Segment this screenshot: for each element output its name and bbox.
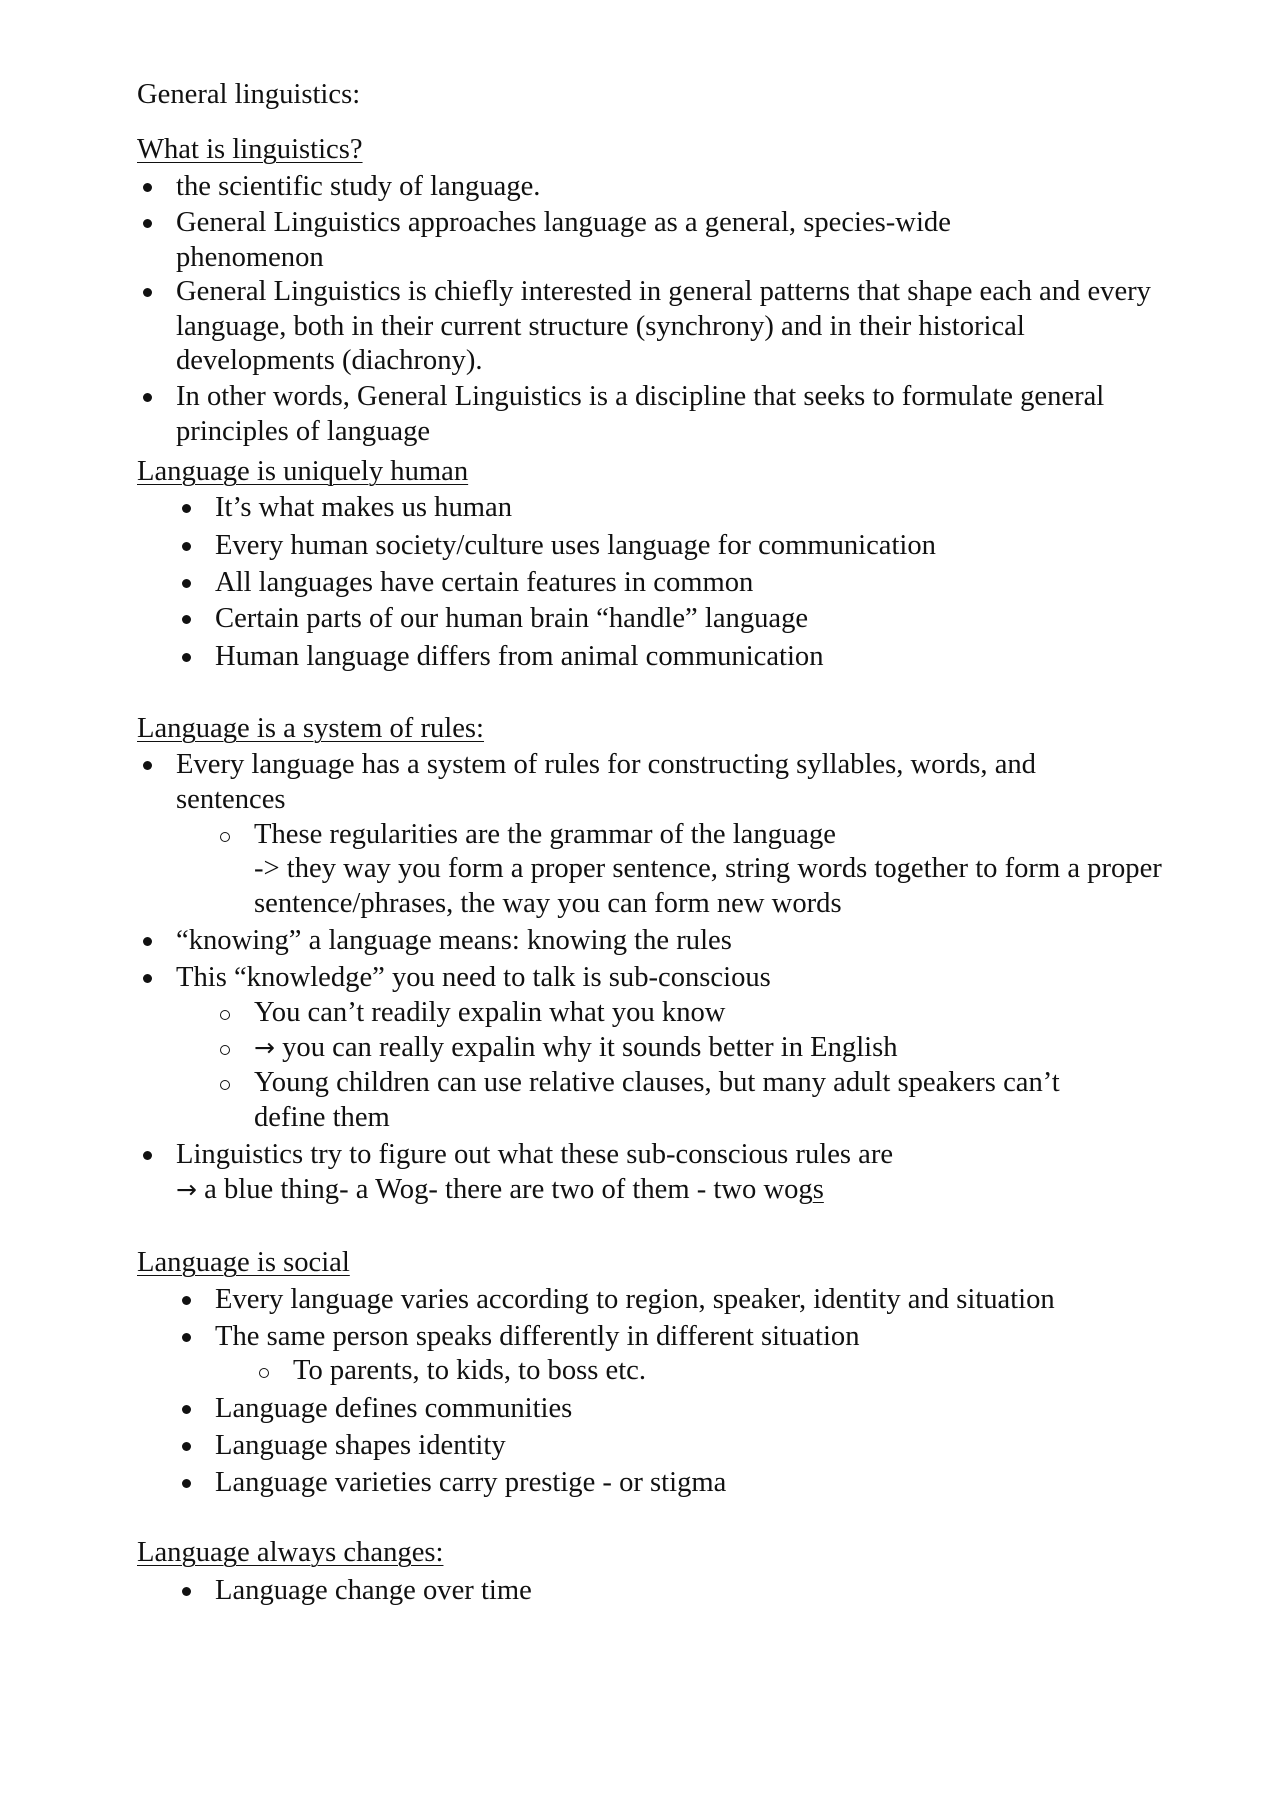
sub-list-item-continuation: -> they way you form a proper sentence, string words together to form a proper sentence/phrases, the way you can form new words (254, 853, 1162, 919)
list-item: General Linguistics is chiefly interested in general patterns that shape each and every language, both in their current structure (synchrony) and in their historical developments (diachrony). (176, 276, 1151, 377)
section-heading-what-is-linguistics: What is linguistics? (137, 134, 363, 165)
arrow-right-icon: → (254, 1033, 275, 1062)
list-item: Every language varies according to region, speaker, identity and situation (215, 1284, 1055, 1315)
sub-list-item: Young children can use relative clauses, but many adult speakers can’t define them (254, 1067, 1060, 1133)
list-item: Every language has a system of rules for constructing syllables, words, and sentences (176, 749, 1036, 815)
sub-list-item: → you can really expalin why it sounds better in English (254, 1032, 898, 1063)
list-item: Language shapes identity (215, 1430, 506, 1461)
list-item: Language defines communities (215, 1393, 573, 1424)
section-heading-always-changes: Language always changes: (137, 1537, 444, 1568)
list-item: Linguistics try to figure out what these sub-conscious rules are (176, 1139, 894, 1170)
list-item: In other words, General Linguistics is a discipline that seeks to formulate general principles of language (176, 381, 1105, 447)
list-item: “knowing” a language means: knowing the rules (176, 925, 732, 956)
arrow-right-icon: → (176, 1175, 197, 1204)
list-item: This “knowledge” you need to talk is sub-conscious (176, 962, 771, 993)
list-item: Language varieties carry prestige - or stigma (215, 1467, 727, 1498)
section-heading-system-of-rules: Language is a system of rules: (137, 713, 485, 744)
list-item: the scientific study of language. (176, 171, 541, 202)
section-heading-uniquely-human: Language is uniquely human (137, 456, 469, 487)
document-title: General linguistics: (137, 79, 361, 110)
sub-list-item: You can’t readily expalin what you know (254, 997, 726, 1028)
list-item: The same person speaks differently in different situation (215, 1321, 860, 1352)
list-item: Every human society/culture uses language for communication (215, 530, 936, 561)
list-item: Language change over time (215, 1575, 532, 1606)
list-item: All languages have certain features in common (215, 567, 754, 598)
sub-list-item: These regularities are the grammar of the language (254, 819, 836, 850)
list-item: It’s what makes us human (215, 492, 513, 523)
sub-list-item: To parents, to kids, to boss etc. (293, 1355, 646, 1386)
list-item: Human language differs from animal communication (215, 641, 824, 672)
list-item: Certain parts of our human brain “handle” language (215, 603, 809, 634)
section-heading-social: Language is social (137, 1247, 350, 1278)
list-item: General Linguistics approaches language as a general, species-wide phenomenon (176, 207, 951, 273)
list-item-continuation: → a blue thing- a Wog- there are two of them - two wogs (176, 1174, 824, 1205)
